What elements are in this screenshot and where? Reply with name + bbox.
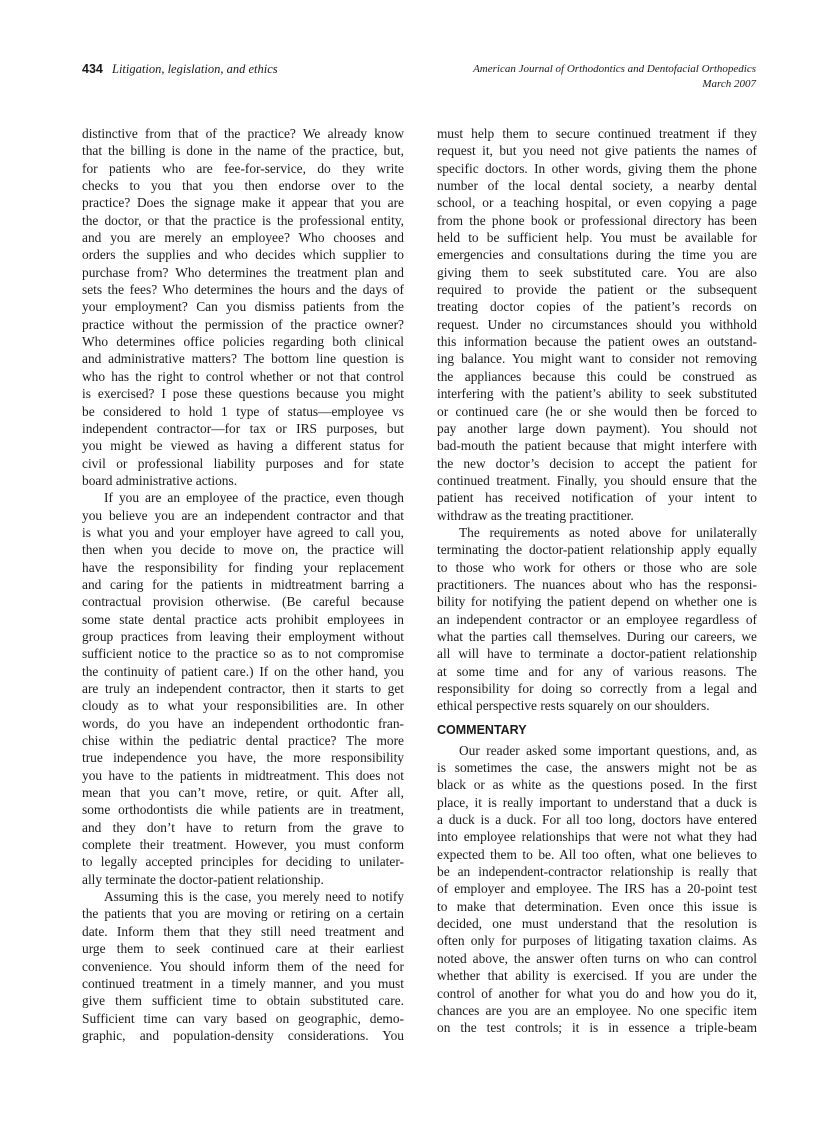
text-line: an independent contractor or an employee regardless of — [437, 611, 757, 627]
text-line: withdraw as the treating practitioner. — [437, 507, 634, 523]
text-line: and they don’t have to return from the grave to — [82, 819, 404, 835]
text-line: graphic, and population-density considerations. You — [82, 1027, 404, 1043]
text-line: ethical perspective rests squarely on our shoulders. — [437, 698, 710, 714]
text-line: from the phone book or professional directory has been — [437, 212, 757, 228]
text-line: purchase from? Who determines the treatment plan and — [82, 264, 404, 280]
text-line: must help them to secure continued treatment if they — [437, 126, 757, 141]
text-line: then when you decide to move on, the practice will — [82, 542, 404, 558]
text-line: to those who work for others or those who are sole — [437, 559, 757, 575]
text-line: be considered to hold 1 type of status—employee vs — [82, 403, 404, 419]
text-line: into employee relationships that were not what they had — [437, 829, 757, 845]
text-line: of employer and employee. The IRS has a 20-point test — [437, 881, 757, 897]
text-line: continued treatment in a timely manner, and you must — [82, 975, 404, 991]
text-line: expected them to be. All too often, what one believes to — [437, 846, 757, 862]
text-line: emergencies and consultations during the time you are — [437, 247, 757, 263]
text-line: mean that you can’t move, retire, or quit. After all, — [82, 785, 404, 801]
text-line: The requirements as noted above for unilaterally — [459, 524, 757, 540]
text-line: interfering with the patient’s ability to seek substituted — [437, 386, 757, 402]
text-line: chise within the pediatric dental practice? The more — [82, 733, 404, 749]
text-line: complete their treatment. However, you must conform — [82, 837, 404, 853]
text-line: treating doctor copies of the patient’s records on — [437, 299, 757, 315]
right-column-body — [437, 125, 757, 715]
text-line: contractual provision otherwise. (Be careful because — [82, 594, 404, 610]
text-line: bad-mouth the patient because that might interfere with — [437, 438, 757, 454]
text-line: for patients who are fee-for-service, do they write — [82, 160, 404, 176]
text-line: the doctor, or that the practice is the professional entity, — [82, 212, 404, 228]
text-line: practice without the permission of the practice owner? — [82, 316, 404, 332]
text-line: who has the right to control whether or not that control — [82, 368, 404, 384]
text-line: pay another large down payment). You should not — [437, 420, 757, 436]
text-line: be an independent-contractor relationship is really that — [437, 864, 757, 880]
text-line: that the billing is done in the name of the practice, but, — [82, 143, 404, 159]
journal-date: March 2007 — [702, 78, 756, 90]
text-line: all will have to terminate a doctor-patient relationship — [437, 646, 757, 662]
text-line: to make that determination. Even once this issue is — [437, 898, 757, 914]
text-line: ing balance. You might want to consider not removing — [437, 351, 757, 367]
text-line: terminating the doctor-patient relationship apply equally — [437, 542, 757, 558]
text-line: your employment? Can you dismiss patients from the — [82, 299, 404, 315]
text-line: some orthodontists die while patients are in treatment, — [82, 802, 404, 818]
text-line: and administrative matters? The bottom line question is — [82, 351, 404, 367]
text-line: is what you and your employer have agreed to call you, — [82, 524, 404, 540]
text-line: continued treatment. Finally, you should ensure that the — [437, 472, 757, 488]
text-line: on the test controls; it is in essence a triple-beam — [437, 1020, 757, 1036]
text-line: chances are you are an employee. No one specific item — [437, 1002, 757, 1018]
text-line: noted above, the answer often turns on who can control — [437, 950, 757, 966]
text-line: a duck is a duck. For all too long, doctors have entered — [437, 812, 757, 828]
text-line: you might be viewed as having a different status for — [82, 438, 404, 454]
text-line: the continuity of patient care.) If on the other hand, you — [82, 663, 404, 679]
text-line: the new doctor’s decision to accept the patient for — [437, 455, 757, 471]
text-line: is sometimes the case, the answers might not be as — [437, 760, 757, 776]
text-line: and caring for the patients in midtreatment barring a — [82, 576, 404, 592]
text-line: convenience. You should inform them of the need for — [82, 958, 404, 974]
journal-info — [473, 62, 756, 92]
text-line: responsibility for doing so correctly from a legal and — [437, 681, 757, 696]
commentary-heading: COMMENTARY — [437, 722, 527, 737]
text-line: Who determines office policies regarding both clinical — [82, 334, 404, 350]
text-line: some state dental practice acts prohibit employees in — [82, 611, 404, 627]
text-line: you have to the patients in midtreatment. This does not — [82, 767, 404, 783]
text-line: sets the fees? Who determines the hours and the days of — [82, 282, 404, 298]
text-line: words, do you have an independent orthodontic fran- — [82, 715, 404, 731]
text-line: urge them to seek continued care at their earliest — [82, 941, 404, 957]
section-title: Litigation, legislation, and ethics — [112, 62, 278, 76]
page-number: 434 — [82, 62, 103, 76]
text-line: independent contractor—for tax or IRS purposes, but — [82, 420, 404, 436]
text-line: patient has received notification of your intent to — [437, 490, 757, 506]
text-line: give them sufficient time to obtain substituted care. — [82, 993, 404, 1009]
text-line: ally terminate the doctor-patient relationship. — [82, 871, 324, 887]
text-line: board administrative actions. — [82, 472, 238, 488]
text-line: sufficient notice to the practice so as to not compromise — [82, 646, 404, 662]
text-line: what the parties call themselves. During our careers, we — [437, 628, 757, 644]
text-line: request. Under no circumstances should you withhold — [437, 316, 757, 332]
text-line: this information because the patient owes an outstand- — [437, 334, 757, 350]
text-line: Our reader asked some important questions, and, as — [459, 742, 757, 758]
right-column — [437, 125, 757, 1037]
text-line: giving them to seek substituted care. You are also — [437, 264, 757, 280]
text-line: Assuming this is the case, you merely need to notify — [104, 889, 404, 905]
text-line: place, it is really important to understand that a duck is — [437, 794, 757, 810]
text-line: group practices from leaving their employment without — [82, 628, 404, 644]
text-line: checks to you that you then endorse over to the — [82, 178, 404, 194]
text-line: control of another for what you do and how you do it, — [437, 985, 757, 1001]
text-line: held to be sufficient help. You must be available for — [437, 230, 757, 246]
text-line: the appliances because this could be construed as — [437, 368, 757, 384]
text-line: Sufficient time can vary based on geographic, demo- — [82, 1010, 404, 1026]
text-line: you believe you are an independent contractor and that — [82, 507, 404, 523]
text-line: required to provide the patient or the subsequent — [437, 282, 757, 298]
text-line: date. Inform them that they still need treatment and — [82, 923, 404, 939]
text-line: number of the local dental society, a nearby dental — [437, 178, 757, 194]
text-line: often only for purposes of litigating taxation claims. As — [437, 933, 757, 949]
text-line: or continued care (he or she would then be forced to — [437, 403, 757, 419]
text-line: black or as white as the questions posed. In the first — [437, 777, 757, 793]
text-line: and you are merely an employee? Who chooses and — [82, 230, 404, 246]
text-line: decided, one must understand that the resolution is — [437, 916, 757, 932]
text-line: to legally accepted principles for deciding to unilater- — [82, 854, 404, 870]
text-line: true independence you have, the more responsibility — [82, 750, 404, 766]
text-line: whether that ability is exercised. If you are under the — [437, 968, 757, 984]
text-line: distinctive from that of the practice? We already know — [82, 126, 404, 141]
text-line: practice? Does the signage make it appear that you are — [82, 195, 404, 211]
text-line: have the responsibility for finding your replacement — [82, 559, 404, 575]
text-line: If you are an employee of the practice, even though — [104, 490, 404, 506]
left-column — [82, 125, 404, 1044]
commentary-body — [437, 742, 757, 1037]
text-line: bility for notifying the patient depend on whether one is — [437, 594, 757, 610]
text-line: is exercised? I pose these questions because you might — [82, 386, 404, 402]
text-line: at some time and for any of various reasons. The — [437, 663, 757, 679]
journal-name: American Journal of Orthodontics and Dentofacial Orthopedics — [473, 63, 756, 75]
text-line: civil or professional liability purposes and for state — [82, 455, 404, 471]
running-header — [82, 62, 756, 96]
text-line: are truly an independent contractor, then it starts to get — [82, 681, 404, 696]
text-line: specific doctors. In other words, giving them the phone — [437, 160, 757, 176]
text-line: school, or a teaching hospital, or even copying a page — [437, 195, 757, 211]
text-line: the patients that you are moving or retiring on a certain — [82, 906, 404, 922]
text-line: request it, but you need not give patients the names of — [437, 143, 757, 159]
text-line: practitioners. The nuances about who has the responsi- — [437, 576, 757, 592]
text-line: cloudy as to what your responsibilities are. In other — [82, 698, 404, 714]
text-line: orders the supplies and who decides which supplier to — [82, 247, 404, 263]
